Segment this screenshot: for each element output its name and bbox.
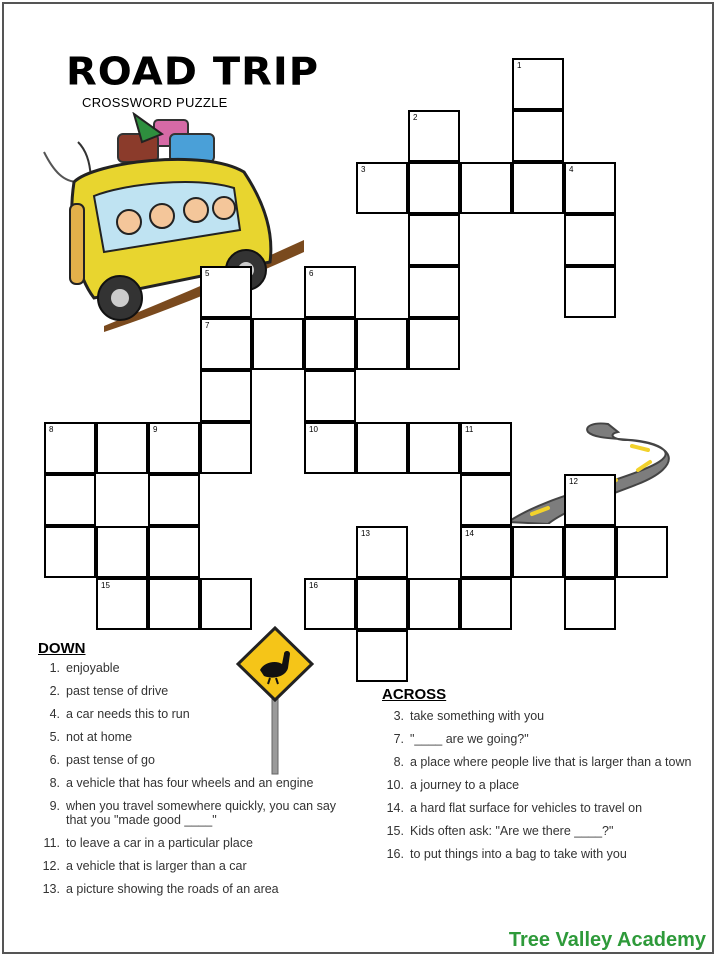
grid-cell[interactable] bbox=[408, 162, 460, 214]
grid-cell[interactable] bbox=[512, 58, 564, 110]
across-clue-list bbox=[382, 709, 692, 870]
clue-item-text: a vehicle that has four wheels and an engine bbox=[66, 776, 314, 790]
clue-number: 15 bbox=[101, 581, 110, 590]
clue-number: 3 bbox=[361, 165, 366, 174]
grid-cell[interactable] bbox=[200, 422, 252, 474]
grid-cell[interactable] bbox=[200, 578, 252, 630]
grid-cell[interactable] bbox=[96, 578, 148, 630]
grid-cell[interactable] bbox=[460, 422, 512, 474]
clue-number: 8 bbox=[49, 425, 54, 434]
clue-item-number: 8. bbox=[49, 776, 60, 790]
clue-item-text: past tense of drive bbox=[66, 684, 169, 698]
grid-cell[interactable] bbox=[148, 526, 200, 578]
clue-item-text: a place where people live that is larger than a town bbox=[410, 755, 692, 769]
clue-item-text: when you travel somewhere quickly, you can say that you "made good ____" bbox=[66, 799, 337, 827]
clue-item-text: Kids often ask: "Are we there ____?" bbox=[410, 824, 614, 838]
grid-cell[interactable] bbox=[512, 110, 564, 162]
grid-cell[interactable] bbox=[408, 266, 460, 318]
clue-item-text: to leave a car in a particular place bbox=[66, 836, 253, 850]
grid-cell[interactable] bbox=[200, 370, 252, 422]
clue-item bbox=[382, 732, 692, 746]
clue-item bbox=[38, 859, 354, 873]
clue-item bbox=[382, 755, 692, 769]
grid-cell[interactable] bbox=[460, 578, 512, 630]
clue-item bbox=[382, 847, 692, 861]
clue-number: 1 bbox=[517, 61, 522, 70]
clue-number: 7 bbox=[205, 321, 210, 330]
clue-number: 4 bbox=[569, 165, 574, 174]
clue-item-number: 1. bbox=[49, 661, 60, 675]
clue-item-text: a journey to a place bbox=[410, 778, 520, 792]
clue-item-text: a picture showing the roads of an area bbox=[66, 882, 279, 896]
clue-number: 13 bbox=[361, 529, 370, 538]
grid-cell[interactable] bbox=[564, 162, 616, 214]
clue-item-number: 10. bbox=[386, 778, 404, 792]
clue-item-number: 8. bbox=[393, 755, 404, 769]
clue-item bbox=[382, 824, 692, 838]
across-heading: ACROSS bbox=[382, 686, 447, 703]
clue-item bbox=[38, 707, 354, 721]
clue-item-text: not at home bbox=[66, 730, 133, 744]
clue-number: 10 bbox=[309, 425, 318, 434]
grid-cell[interactable] bbox=[564, 526, 616, 578]
clue-number: 11 bbox=[465, 425, 474, 434]
clue-item bbox=[38, 776, 354, 790]
clue-item-number: 3. bbox=[393, 709, 404, 723]
grid-cell[interactable] bbox=[148, 422, 200, 474]
grid-cell[interactable] bbox=[252, 318, 304, 370]
grid-cell[interactable] bbox=[460, 162, 512, 214]
grid-cell[interactable] bbox=[200, 266, 252, 318]
grid-cell[interactable] bbox=[304, 318, 356, 370]
grid-cell[interactable] bbox=[356, 422, 408, 474]
grid-cell[interactable] bbox=[148, 474, 200, 526]
clue-number: 6 bbox=[309, 269, 314, 278]
clue-item bbox=[38, 730, 354, 744]
clue-item bbox=[38, 753, 354, 767]
clue-item bbox=[382, 778, 692, 792]
grid-cell[interactable] bbox=[408, 110, 460, 162]
grid-cell[interactable] bbox=[564, 474, 616, 526]
grid-cell[interactable] bbox=[512, 162, 564, 214]
clue-item-text: enjoyable bbox=[66, 661, 120, 675]
clue-item bbox=[38, 684, 354, 698]
grid-cell[interactable] bbox=[408, 318, 460, 370]
grid-cell[interactable] bbox=[356, 318, 408, 370]
clue-item-text: a car needs this to run bbox=[66, 707, 190, 721]
clue-item-number: 6. bbox=[49, 753, 60, 767]
clue-number: 9 bbox=[153, 425, 158, 434]
grid-cell[interactable] bbox=[564, 266, 616, 318]
clue-number: 14 bbox=[465, 529, 474, 538]
grid-cell[interactable] bbox=[512, 526, 564, 578]
grid-cell[interactable] bbox=[356, 162, 408, 214]
clue-number: 16 bbox=[309, 581, 318, 590]
clue-number: 5 bbox=[205, 269, 210, 278]
clue-item-number: 5. bbox=[49, 730, 60, 744]
clue-item bbox=[38, 836, 354, 850]
grid-cell[interactable] bbox=[148, 578, 200, 630]
clue-item bbox=[382, 801, 692, 815]
clue-item-text: take something with you bbox=[410, 709, 545, 723]
clue-item bbox=[38, 799, 354, 827]
clue-item-number: 12. bbox=[42, 859, 60, 873]
grid-cell[interactable] bbox=[408, 214, 460, 266]
grid-cell[interactable] bbox=[304, 578, 356, 630]
clue-item-number: 11. bbox=[43, 836, 60, 850]
grid-cell[interactable] bbox=[96, 526, 148, 578]
grid-cell[interactable] bbox=[564, 214, 616, 266]
clue-item-text: to put things into a bag to take with you bbox=[410, 847, 627, 861]
grid-cell[interactable] bbox=[304, 422, 356, 474]
clue-item bbox=[38, 882, 354, 896]
clue-item-number: 7. bbox=[393, 732, 404, 746]
grid-cell[interactable] bbox=[304, 370, 356, 422]
grid-cell[interactable] bbox=[616, 526, 668, 578]
clue-item bbox=[38, 661, 354, 675]
puzzle-title: ROAD TRIP bbox=[66, 50, 320, 94]
clue-item-number: 9. bbox=[49, 799, 60, 813]
clue-item-text: "____ are we going?" bbox=[410, 732, 529, 746]
clue-item-number: 15. bbox=[386, 824, 404, 838]
clue-item-text: past tense of go bbox=[66, 753, 155, 767]
grid-cell[interactable] bbox=[356, 578, 408, 630]
brand-name: Tree Valley Academy bbox=[508, 929, 706, 951]
grid-cell[interactable] bbox=[356, 630, 408, 682]
grid-cell[interactable] bbox=[408, 422, 460, 474]
clue-item-number: 13. bbox=[42, 882, 60, 896]
grid-cell[interactable] bbox=[44, 422, 96, 474]
clue-item-number: 4. bbox=[49, 707, 60, 721]
clue-item bbox=[382, 709, 692, 723]
down-heading: DOWN bbox=[38, 640, 86, 657]
clue-number: 2 bbox=[413, 113, 418, 122]
clue-number: 12 bbox=[569, 477, 578, 486]
puzzle-subtitle: CROSSWORD PUZZLE bbox=[82, 95, 228, 110]
clue-item-text: a hard flat surface for vehicles to travel on bbox=[410, 801, 643, 815]
clue-item-number: 16. bbox=[386, 847, 404, 861]
clue-item-number: 14. bbox=[386, 801, 404, 815]
grid-cell[interactable] bbox=[460, 474, 512, 526]
grid-cell[interactable] bbox=[564, 578, 616, 630]
grid-cell[interactable] bbox=[460, 526, 512, 578]
grid-cell[interactable] bbox=[408, 578, 460, 630]
grid-cell[interactable] bbox=[44, 526, 96, 578]
grid-cell[interactable] bbox=[96, 422, 148, 474]
clue-item-text: a vehicle that is larger than a car bbox=[66, 859, 247, 873]
down-clue-list bbox=[38, 661, 354, 905]
grid-cell[interactable] bbox=[304, 266, 356, 318]
grid-cell[interactable] bbox=[200, 318, 252, 370]
grid-cell[interactable] bbox=[44, 474, 96, 526]
grid-cell[interactable] bbox=[356, 526, 408, 578]
clue-item-number: 2. bbox=[49, 684, 60, 698]
